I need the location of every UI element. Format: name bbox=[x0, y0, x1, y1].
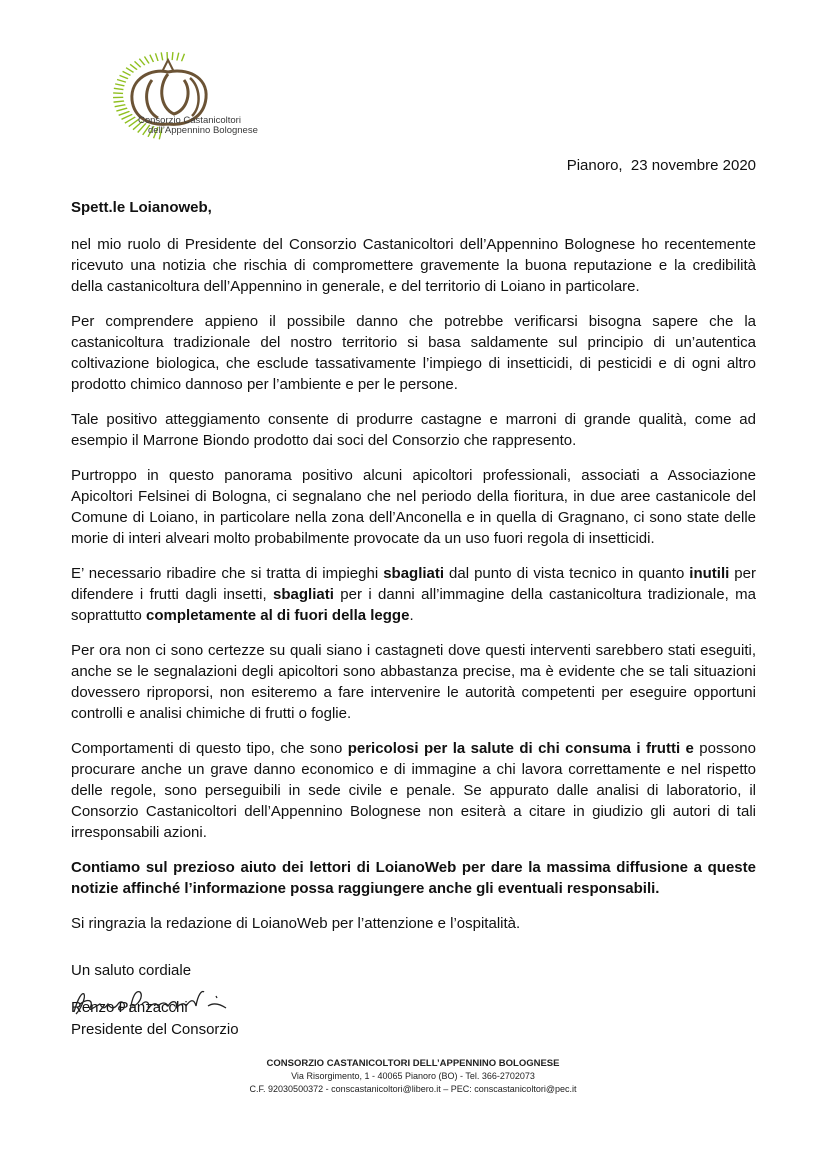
p5-bold-4: completamente al di fuori della legge bbox=[146, 607, 410, 624]
p5-text-1: E’ necessario ribadire che si tratta di impieghi bbox=[71, 565, 384, 582]
paragraph-9: Si ringrazia la redazione di LoianoWeb per l’attenzione e l’ospitalità. bbox=[71, 915, 521, 932]
handwritten-signature bbox=[70, 984, 240, 1022]
paragraph-7 bbox=[71, 738, 756, 843]
paragraph-1: nel mio ruolo di Presidente del Consorzio Castanicoltori dell’Appennino Bolognese ho recentemente ricevuto una notizia che rischia di compromettere gravemente la buona reputazione e la credibilità della castanicoltura dell’Appennino in generale, e del territorio di Loiano in particolare. bbox=[71, 236, 756, 295]
p5-bold-2: inutili bbox=[689, 565, 730, 582]
salutation: Spett.le Loianoweb, bbox=[71, 199, 212, 216]
p5-bold-1: sbagliati bbox=[383, 565, 445, 582]
footer-contacts: C.F. 92030500372 - conscastanicoltori@libero.it – PEC: conscastanicoltori@pec.it bbox=[249, 1084, 577, 1094]
signer-name: Renzo Panzacchi bbox=[71, 999, 188, 1016]
signer-role: Presidente del Consorzio bbox=[71, 1021, 239, 1038]
letter-body bbox=[71, 197, 756, 1041]
p5-text-3: per difendere i frutti dagli insetti, bbox=[71, 565, 756, 603]
p7-bold-1: pericolosi per la salute di chi consuma i frutti e bbox=[347, 740, 694, 757]
footer-organization: CONSORZIO CASTANICOLTORI DELL’APPENNINO BOLOGNESE bbox=[266, 1058, 560, 1069]
p5-text-2: dal punto di vista tecnico in quanto bbox=[444, 565, 690, 582]
consorzio-logo bbox=[94, 50, 284, 150]
paragraph-2: Per comprendere appieno il possibile danno che potrebbe verificarsi bisogna sapere che la castanicoltura tradizionale del nostro territorio si basa saldamente sul principio di un’autentica coltivazione biologica, che esclude tassativamente l’impiego di insetticidi, di pesticidi e di ogni altro prodotto chimico dannoso per l’ambiente e per le persone. bbox=[71, 313, 756, 393]
logo-line-1: Consorzio Castanicoltori bbox=[138, 115, 241, 126]
p7-text-1: Comportamenti di questo tipo, che sono bbox=[71, 740, 348, 757]
logo-line-2: dell’Appennino Bolognese bbox=[148, 125, 258, 136]
p5-bold-3: sbagliati bbox=[273, 586, 334, 603]
p5-text-5: . bbox=[409, 607, 414, 624]
paragraph-8: Contiamo sul prezioso aiuto dei lettori di LoianoWeb per dare la massima diffusione a queste notizie affinché l’informazione possa raggiungere anche gli eventuali responsabili. bbox=[71, 859, 756, 897]
paragraph-5 bbox=[71, 563, 756, 626]
footer-address: Via Risorgimento, 1 - 40065 Pianoro (BO) - Tel. 366-2702073 bbox=[291, 1071, 535, 1081]
letterhead-footer bbox=[0, 1057, 826, 1096]
paragraph-6: Per ora non ci sono certezze su quali siano i castagneti dove questi interventi sarebbero stati eseguiti, anche se le segnalazioni degli apicoltori sono abbastanza precise, ma è evidente che se tali situazioni dovessero riproporsi, non esiteremo a fare intervenire le autorità competenti per eseguire opportuni controlli e analisi chimiche di frutti o foglie. bbox=[71, 642, 756, 722]
signature-icon bbox=[70, 984, 240, 1022]
letter-date: Pianoro, 23 novembre 2020 bbox=[566, 157, 756, 174]
p5-text-4: per i danni all’immagine della castanicoltura tradizionale, ma soprattutto bbox=[71, 586, 756, 624]
greeting: Un saluto cordiale bbox=[71, 962, 192, 979]
paragraph-4: Purtroppo in questo panorama positivo alcuni apicoltori professionali, associati a Associazione Apicoltori Felsinei di Bologna, ci segnalano che nel periodo della fioritura, in due aree castanicole del Comune di Loiano, in particolare nella zona dell’Anconella e in quella di Gragnano, ci sono state delle morie di interi alveari molto probabilmente provocate da un uso fuori regola di insetticidi. bbox=[71, 467, 756, 547]
p7-text-2: possono procurare anche un grave danno economico e di immagine a chi lavora correttamente e nel rispetto delle regole, sono perseguibili in sede civile e penale. Se appurato dalle analisi di laboratorio, il Consorzio Castanicoltori dell’Appennino Bolognese non esiterà a citare in giudizio gli autori di tali irresponsabili azioni. bbox=[71, 740, 756, 841]
paragraph-3: Tale positivo atteggiamento consente di produrre castagne e marroni di grande qualità, come ad esempio il Marrone Biondo prodotto dai soci del Consorzio che rappresento. bbox=[71, 411, 756, 449]
